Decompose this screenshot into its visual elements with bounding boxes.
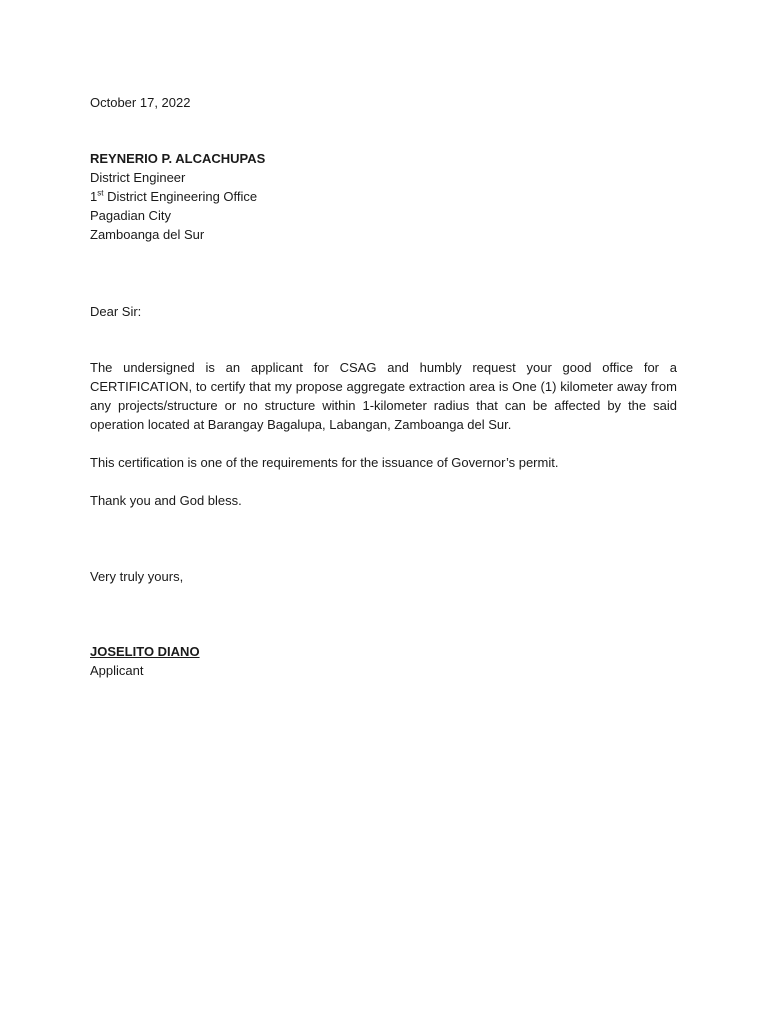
recipient-title: District Engineer [90,170,186,185]
office-name: District Engineering Office [103,189,258,204]
recipient-office [90,187,677,206]
recipient-province: Zamboanga del Sur [90,227,205,242]
recipient-city: Pagadian City [90,208,171,223]
office-ordinal-number: 1 [90,189,98,204]
complimentary-close: Very truly yours, [90,569,184,584]
signer-role: Applicant [90,663,144,678]
letter-date: October 17, 2022 [90,95,191,110]
office-ordinal-suffix: st [97,188,104,198]
body-paragraph-purpose: This certification is one of the requirements for the issuance of Governor’s permit. [90,455,559,470]
body-paragraph-request: The undersigned is an applicant for CSAG and humbly request your good office for a CERTIFICATION, to certify that my propose aggregate extraction area is One (1) kilometer away from any projects/structure or no structure within 1-kilometer radius that can be affected by the said operation located at Barangay Bagalupa, Labangan, Zamboanga del Sur. [90,360,677,432]
recipient-address-block [90,149,677,244]
recipient-name: REYNERIO P. ALCACHUPAS [90,151,266,166]
body-paragraph-thanks: Thank you and God bless. [90,493,242,508]
signer-name: JOSELITO DIANO [90,644,200,659]
salutation: Dear Sir: [90,304,142,319]
signature-block [90,642,677,680]
